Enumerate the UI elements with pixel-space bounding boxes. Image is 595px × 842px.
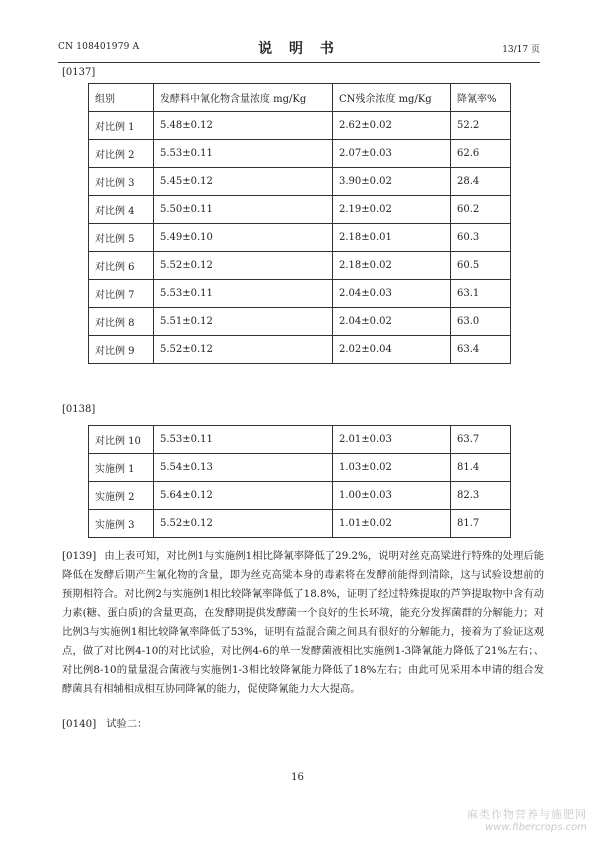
table-cell: 81.4 xyxy=(451,454,511,482)
table-row xyxy=(89,168,511,196)
table-cell: 63.0 xyxy=(451,308,511,336)
paragraph-0139 xyxy=(62,547,544,699)
table-cell: 63.7 xyxy=(451,426,511,454)
page-number: 16 xyxy=(291,772,304,783)
patent-number: CN 108401979 A xyxy=(58,42,140,52)
table-cell: 63.1 xyxy=(451,280,511,308)
table-cell: 2.02±0.04 xyxy=(333,336,451,364)
table-cell: 2.01±0.03 xyxy=(333,426,451,454)
table-cell: 5.52±0.12 xyxy=(154,510,333,538)
table-cell: 对比例 8 xyxy=(89,308,154,336)
table-row xyxy=(89,482,511,510)
table-row xyxy=(89,308,511,336)
table-cell: 对比例 7 xyxy=(89,280,154,308)
table-header-row xyxy=(89,84,511,112)
table-row xyxy=(89,196,511,224)
results-table-1 xyxy=(88,83,511,364)
table-cell: 2.19±0.02 xyxy=(333,196,451,224)
paragraph-tag-0138: [0138] xyxy=(62,404,96,415)
watermark xyxy=(467,806,587,833)
table-cell: 2.04±0.02 xyxy=(333,308,451,336)
table-cell: 5.48±0.12 xyxy=(154,112,333,140)
table-header-cell: 降氰率% xyxy=(451,84,511,112)
table-cell: 52.2 xyxy=(451,112,511,140)
table-cell: 对比例 6 xyxy=(89,252,154,280)
table-cell: 5.45±0.12 xyxy=(154,168,333,196)
table-cell: 2.04±0.03 xyxy=(333,280,451,308)
table-cell: 3.90±0.02 xyxy=(333,168,451,196)
table-row xyxy=(89,454,511,482)
table-cell: 5.52±0.12 xyxy=(154,252,333,280)
table-cell: 5.51±0.12 xyxy=(154,308,333,336)
table-cell: 对比例 9 xyxy=(89,336,154,364)
table-cell: 28.4 xyxy=(451,168,511,196)
table-cell: 5.49±0.10 xyxy=(154,224,333,252)
table-row xyxy=(89,426,511,454)
table-cell: 63.4 xyxy=(451,336,511,364)
table-row xyxy=(89,112,511,140)
paragraph-tag-0140: [0140] xyxy=(62,718,97,730)
page-header xyxy=(58,38,540,60)
table-header-cell: 组别 xyxy=(89,84,154,112)
table-row xyxy=(89,140,511,168)
table-cell: 2.07±0.03 xyxy=(333,140,451,168)
table-cell: 62.6 xyxy=(451,140,511,168)
table-cell: 5.53±0.11 xyxy=(154,280,333,308)
table-cell: 81.7 xyxy=(451,510,511,538)
table-cell: 对比例 3 xyxy=(89,168,154,196)
table-row xyxy=(89,510,511,538)
page-indicator: 13/17 页 xyxy=(502,45,540,55)
table-cell: 5.52±0.12 xyxy=(154,336,333,364)
table-cell: 5.64±0.12 xyxy=(154,482,333,510)
table-cell: 对比例 5 xyxy=(89,224,154,252)
table-cell: 实施例 3 xyxy=(89,510,154,538)
paragraph-0140 xyxy=(62,715,147,730)
table-header-cell: CN残余浓度 mg/Kg xyxy=(333,84,451,112)
table-cell: 60.5 xyxy=(451,252,511,280)
table-cell: 2.18±0.01 xyxy=(333,224,451,252)
table-cell: 5.50±0.11 xyxy=(154,196,333,224)
table-row xyxy=(89,336,511,364)
table-header-cell: 发酵料中氰化物含量浓度 mg/Kg xyxy=(154,84,333,112)
section-heading: 试验二： xyxy=(106,718,148,730)
watermark-site-name: 麻类作物营养与施肥网 xyxy=(467,808,587,821)
table-cell: 实施例 1 xyxy=(89,454,154,482)
watermark-url: www.fibercrops.com xyxy=(485,822,587,833)
table-cell: 对比例 10 xyxy=(89,426,154,454)
paragraph-body: 由上表可知，对比例1与实施例1相比降氰率降低了29.2%，说明对丝克高粱进行特殊的处理后能降低在发酵后期产生氰化物的含量，即为丝克高粱本身的毒素将在发酵前能得到清除，这与试验设想前的预期相符合。对比例2与实施例1相比较降氰率降低了18.8%，证明了经过特殊提取的芦笋提取物中含有动力素(糖、蛋白质)的含量更高，在发酵期提供发酵菌一个良好的生长环境，能充分发挥菌群的分解能力；对比例3与实施例1相比较降氰率降低了53%，证明有益混合菌之间具有很好的分解能力，接着为了验证这观点，做了对比例4-10的对比试验，对比例4-6的单一发酵菌液相比实施例1-3降氰能力降低了21%左右；、对比例8-10的量量混合菌液与实施例1-3相比较降氰能力降低了18%左右；由此可见采用本申请的组合发酵菌具有相辅相成相互协同降氰的能力，促使降氰能力大大提高。 xyxy=(62,550,544,695)
document-title: 说 明 书 xyxy=(258,41,340,57)
table-cell: 对比例 1 xyxy=(89,112,154,140)
table-cell: 82.3 xyxy=(451,482,511,510)
table-cell: 5.54±0.13 xyxy=(154,454,333,482)
table-row xyxy=(89,252,511,280)
table-cell: 60.3 xyxy=(451,224,511,252)
table-cell: 2.18±0.02 xyxy=(333,252,451,280)
table-cell: 1.01±0.02 xyxy=(333,510,451,538)
table-cell: 5.53±0.11 xyxy=(154,426,333,454)
table-cell: 实施例 2 xyxy=(89,482,154,510)
table-cell: 1.03±0.02 xyxy=(333,454,451,482)
header-divider xyxy=(58,62,540,63)
table-cell: 2.62±0.02 xyxy=(333,112,451,140)
table-cell: 5.53±0.11 xyxy=(154,140,333,168)
table-row xyxy=(89,224,511,252)
paragraph-tag-0139: [0139] xyxy=(62,550,97,562)
table-cell: 1.00±0.03 xyxy=(333,482,451,510)
table-row xyxy=(89,280,511,308)
table-cell: 对比例 4 xyxy=(89,196,154,224)
results-table-2 xyxy=(88,425,511,538)
table-cell: 对比例 2 xyxy=(89,140,154,168)
table-cell: 60.2 xyxy=(451,196,511,224)
paragraph-tag-0137: [0137] xyxy=(62,67,96,78)
